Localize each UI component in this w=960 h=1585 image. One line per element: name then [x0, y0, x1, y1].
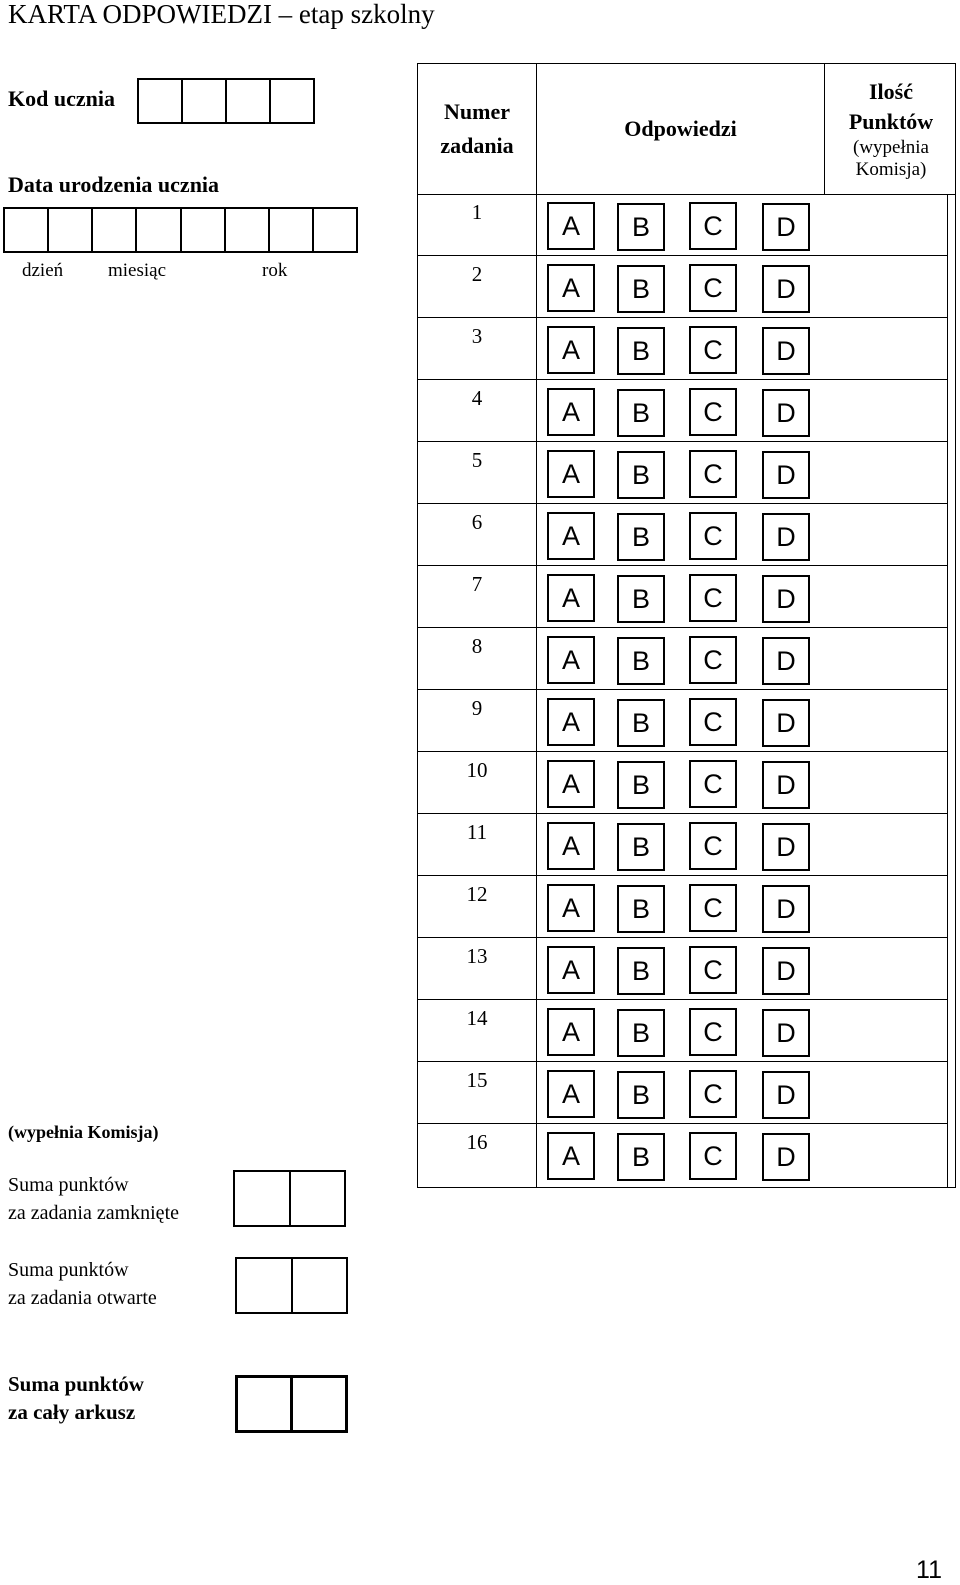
code-box[interactable] — [225, 80, 269, 122]
answer-option-d[interactable]: D — [762, 699, 810, 747]
answer-option-c[interactable]: C — [689, 1132, 737, 1180]
open-sum-boxes[interactable] — [235, 1257, 348, 1314]
answer-row — [418, 566, 955, 628]
answer-option-a[interactable]: A — [547, 1008, 595, 1056]
month-label: miesiąc — [108, 260, 167, 281]
answer-option-b[interactable]: B — [617, 637, 665, 685]
answer-option-b[interactable]: B — [617, 823, 665, 871]
answer-option-d[interactable]: D — [762, 575, 810, 623]
task-number: 12 — [466, 882, 488, 906]
answer-option-b[interactable]: B — [617, 203, 665, 251]
birth-box[interactable] — [135, 209, 179, 251]
answer-option-c[interactable]: C — [689, 698, 737, 746]
student-code-label: Kod ucznia — [8, 86, 115, 111]
answer-row — [418, 318, 955, 380]
header-task-number: Numer zadania — [440, 99, 514, 158]
task-number: 15 — [466, 1068, 488, 1092]
answer-option-b[interactable]: B — [617, 1071, 665, 1119]
task-number: 2 — [471, 262, 483, 286]
task-number: 11 — [466, 820, 488, 844]
birth-box[interactable] — [47, 209, 91, 251]
answer-table — [417, 63, 956, 1188]
answer-option-b[interactable]: B — [617, 327, 665, 375]
score-box[interactable] — [289, 1172, 345, 1225]
student-code-boxes[interactable] — [137, 78, 315, 124]
commission-note: (wypełnia Komisja) — [8, 1122, 159, 1142]
task-number: 16 — [466, 1130, 488, 1154]
answer-option-c[interactable]: C — [689, 202, 737, 250]
closed-sum-boxes[interactable] — [233, 1170, 346, 1227]
answer-option-a[interactable]: A — [547, 698, 595, 746]
answer-option-b[interactable]: B — [617, 1009, 665, 1057]
year-label: rok — [262, 260, 288, 281]
answer-option-d[interactable]: D — [762, 451, 810, 499]
answer-option-b[interactable]: B — [617, 265, 665, 313]
answer-option-a[interactable]: A — [547, 884, 595, 932]
answer-row — [418, 1062, 955, 1124]
answer-option-c[interactable]: C — [689, 574, 737, 622]
task-number: 13 — [466, 944, 488, 968]
answer-option-d[interactable]: D — [762, 885, 810, 933]
total-sum-boxes[interactable] — [235, 1375, 348, 1433]
answer-option-a[interactable]: A — [547, 450, 595, 498]
answer-row — [418, 380, 955, 442]
score-box[interactable] — [291, 1259, 347, 1312]
answer-option-c[interactable]: C — [689, 264, 737, 312]
task-number: 1 — [471, 200, 483, 224]
task-number: 10 — [466, 758, 488, 782]
birth-box[interactable] — [91, 209, 135, 251]
answer-option-d[interactable]: D — [762, 327, 810, 375]
birth-date-boxes[interactable] — [3, 207, 358, 253]
answer-option-b[interactable]: B — [617, 947, 665, 995]
task-number: 4 — [471, 386, 483, 410]
task-number: 6 — [471, 510, 483, 534]
answer-row — [418, 194, 955, 256]
answer-row — [418, 442, 955, 504]
answer-option-d[interactable]: D — [762, 265, 810, 313]
birth-box[interactable] — [224, 209, 268, 251]
answer-option-c[interactable]: C — [689, 636, 737, 684]
birth-date-label: Data urodzenia ucznia — [8, 172, 220, 197]
answer-option-c[interactable]: C — [689, 450, 737, 498]
total-sum-label: Suma punktów za cały arkusz — [8, 1372, 144, 1424]
answer-option-b[interactable]: B — [617, 761, 665, 809]
open-sum-label: Suma punktów za zadania otwarte — [8, 1259, 157, 1309]
task-number: 8 — [471, 634, 483, 658]
task-number: 5 — [471, 448, 483, 472]
answer-option-c[interactable]: C — [689, 512, 737, 560]
answer-option-b[interactable]: B — [617, 389, 665, 437]
score-box[interactable] — [237, 1259, 291, 1312]
answer-option-b[interactable]: B — [617, 1133, 665, 1181]
answer-row — [418, 628, 955, 690]
answer-row — [418, 876, 955, 938]
answer-option-d[interactable]: D — [762, 203, 810, 251]
answer-option-d[interactable]: D — [762, 947, 810, 995]
answer-option-c[interactable]: C — [689, 760, 737, 808]
answer-option-d[interactable]: D — [762, 1071, 810, 1119]
answer-option-c[interactable]: C — [689, 946, 737, 994]
answer-option-d[interactable]: D — [762, 1133, 810, 1181]
code-box[interactable] — [269, 80, 313, 122]
answer-row — [418, 752, 955, 814]
answer-option-a[interactable]: A — [547, 822, 595, 870]
page-number: 11 — [916, 1556, 942, 1584]
answer-option-a[interactable]: A — [547, 946, 595, 994]
answer-option-b[interactable]: B — [617, 699, 665, 747]
answer-row — [418, 256, 955, 318]
answer-option-d[interactable]: D — [762, 513, 810, 561]
answer-option-c[interactable]: C — [689, 1070, 737, 1118]
code-box[interactable] — [139, 80, 181, 122]
task-number: 7 — [471, 572, 483, 596]
task-number: 9 — [471, 696, 483, 720]
answer-option-d[interactable]: D — [762, 1009, 810, 1057]
answer-option-c[interactable]: C — [689, 326, 737, 374]
answer-row — [418, 814, 955, 876]
answer-row — [418, 938, 955, 1000]
birth-box[interactable] — [5, 209, 47, 251]
answer-option-a[interactable]: A — [547, 1070, 595, 1118]
answer-option-c[interactable]: C — [689, 1008, 737, 1056]
answer-option-b[interactable]: B — [617, 513, 665, 561]
answer-option-a[interactable]: A — [547, 574, 595, 622]
answer-option-a[interactable]: A — [547, 264, 595, 312]
answer-option-c[interactable]: C — [689, 884, 737, 932]
answer-option-b[interactable]: B — [617, 451, 665, 499]
birth-box[interactable] — [180, 209, 224, 251]
answer-option-a[interactable]: A — [547, 760, 595, 808]
score-box[interactable] — [238, 1378, 290, 1430]
answer-row — [418, 1124, 955, 1186]
answer-option-d[interactable]: D — [762, 389, 810, 437]
closed-sum-label: Suma punktów za zadania zamknięte — [8, 1174, 179, 1224]
task-number: 3 — [471, 324, 483, 348]
score-box[interactable] — [290, 1378, 345, 1430]
header-answers: Odpowiedzi — [624, 116, 737, 141]
answer-option-a[interactable]: A — [547, 1132, 595, 1180]
answer-row — [418, 1000, 955, 1062]
page-title: KARTA ODPOWIEDZI – etap szkolny — [8, 0, 435, 29]
answer-option-c[interactable]: C — [689, 388, 737, 436]
answer-option-b[interactable]: B — [617, 575, 665, 623]
answer-option-d[interactable]: D — [762, 823, 810, 871]
answer-option-c[interactable]: C — [689, 822, 737, 870]
code-box[interactable] — [181, 80, 225, 122]
task-number: 14 — [466, 1006, 488, 1030]
answer-option-a[interactable]: A — [547, 512, 595, 560]
birth-box[interactable] — [312, 209, 356, 251]
header-points: Ilość Punktów (wypełnia Komisja) — [848, 79, 934, 180]
score-box[interactable] — [235, 1172, 289, 1225]
answer-option-a[interactable]: A — [547, 202, 595, 250]
answer-row — [418, 690, 955, 752]
answer-option-b[interactable]: B — [617, 885, 665, 933]
answer-option-a[interactable]: A — [547, 326, 595, 374]
answer-option-a[interactable]: A — [547, 636, 595, 684]
answer-option-d[interactable]: D — [762, 637, 810, 685]
birth-box[interactable] — [268, 209, 312, 251]
answer-option-d[interactable]: D — [762, 761, 810, 809]
answer-option-a[interactable]: A — [547, 388, 595, 436]
day-label: dzień — [22, 260, 64, 281]
answer-row — [418, 504, 955, 566]
